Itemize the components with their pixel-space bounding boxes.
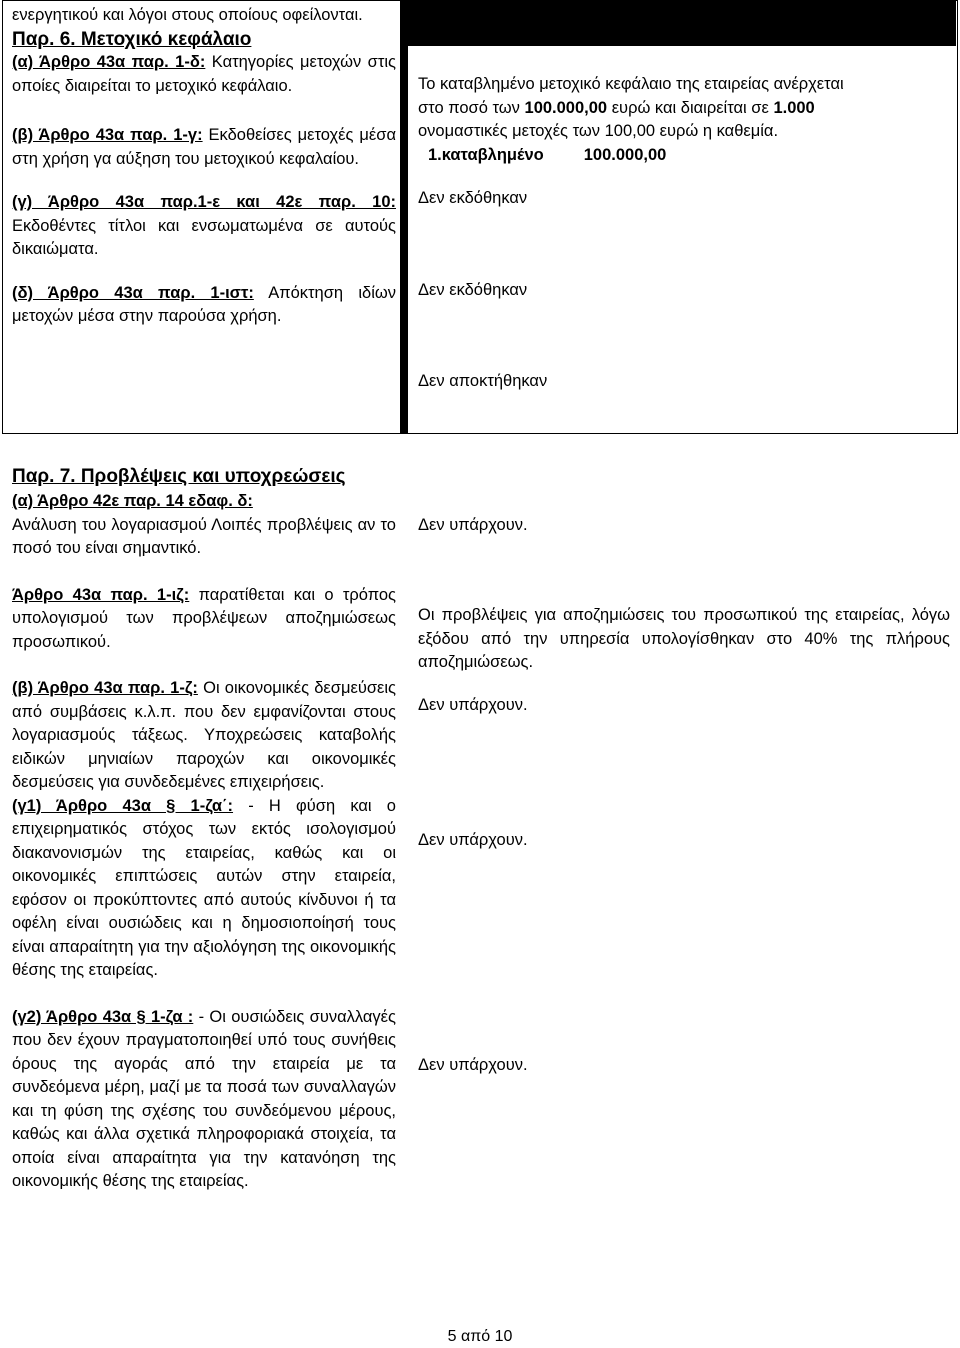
s7-iz: Άρθρο 43α παρ. 1-ιζ: παρατίθεται και ο τρόπος υπολογισμού των προβλέψεων αποζημιώσεως προσωπικού. [12, 585, 396, 651]
page-number: 5 από 10 [447, 1328, 513, 1345]
column-divider [400, 0, 408, 434]
s7-g2: (γ2) Άρθρο 43α § 1-ζα : - Οι ουσιώδεις συναλλαγές που δεν έχουν πραγματοποιηθεί υπό τους συνήθεις όρους της αγοράς από την εταιρεία με τα συνδεόμενα μέρη, μαζί με τα ποσά των συναλλαγών και τη φύση της σχέσης του συνδεόμενου μέρους, καθώς και άλλα σχετικά πληροφοριακά στοιχεία, τα οποία είναι απαραίτητα για την κατανόηση της οικονομικής θέσης της εταιρείας. [12, 1007, 396, 1190]
item-d [12, 282, 396, 329]
item-a-text: Κατηγορίες μετοχών στις οποίες διαιρείται το μετοχικό κεφάλαιο. [12, 53, 396, 95]
capital-line-3: ονομαστικές μετοχές των 100,00 ευρώ η καθεμία. [418, 122, 779, 140]
intro-text: ενεργητικού και λόγοι στους οποίους οφείλονται. [12, 6, 363, 24]
s7-iz-answer: Οι προβλέψεις για αποζημιώσεις του προσωπικού της εταιρείας, λόγω εξόδου από την υπηρεσία υπολογίσθηκαν στο 40% της πλήρους αποζημιώσεως. [418, 606, 950, 671]
capital-amount: 100.000,00 [524, 98, 608, 117]
s7-a-ref: (α) Άρθρο 42ε παρ. 14 εδαφ. δ: [12, 492, 253, 510]
paid-capital-line: 1.καταβλημένο 100.000,00 [428, 145, 667, 164]
item-c-text: Εκδοθέντες τίτλοι και ενσωματωμένα σε αυτούς δικαιώματα. [12, 216, 396, 258]
s7-g1-answer: Δεν υπάρχουν. [418, 831, 528, 849]
capital-line-1: Το καταβλημένο μετοχικό κεφάλαιο της εταιρείας ανέρχεται [418, 75, 844, 93]
column-divider-top [400, 0, 956, 46]
s7-g2-answer: Δεν υπάρχουν. [418, 1056, 528, 1074]
s7-b-answer: Δεν υπάρχουν. [418, 696, 528, 714]
item-a-ref: (α) Άρθρο 43α παρ. 1-δ: [12, 53, 206, 71]
section6-title: Παρ. 6. Μετοχικό κεφάλαιο [12, 28, 252, 50]
s7-a-text: Ανάλυση του λογαριασμού Λοιπές προβλέψεις αν το ποσό του είναι σημαντικό. [12, 515, 396, 557]
top-right-a [418, 73, 950, 167]
capital-line-2: στο ποσό των 100.000,00 ευρώ και διαιρείται σε 1.000 [418, 98, 815, 117]
s7-g1: (γ1) Άρθρο 43α § 1-ζα΄: - Η φύση και ο επιχειρηματικός στόχος των εκτός ισολογισμού διακανονισμών της εταιρείας, καθώς και οι οικονομικές επιπτώσεις αυτών στην εταιρεία, εφόσον οι προκύπτοντες από αυτούς κίνδυνοι ή τα οφέλη είναι ουσιώδεις και η δημοσιοποίησή τους είναι απαραίτητη για την αξιολόγηση της οικονομικής θέσης της εταιρείας. [12, 796, 396, 979]
top-right-c: Δεν εκδόθηκαν [418, 281, 528, 299]
s7-b: (β) Άρθρο 43α παρ. 1-ζ: Οι οικονομικές δεσμεύσεις από συμβάσεις κ.λ.π. που δεν εμφανίζονται στους λογαριασμούς τάξεως. Υποχρεώσεις καταβολής ειδικών μηνιαίων παροχών και οικονομικές δεσμεύσεις για συνδεδεμένες επιχειρήσεις. [12, 679, 396, 791]
section7-title: Παρ. 7. Προβλέψεις και υποχρεώσεις [12, 466, 346, 487]
share-count: 1.000 [773, 98, 815, 117]
top-right-d: Δεν αποκτήθηκαν [418, 372, 548, 390]
s7-a-answer: Δεν υπάρχουν. [418, 516, 528, 534]
item-b-text: Εκδοθείσες μετοχές μέσα στη χρήση γα αύξηση του μετοχικού κεφαλαίου. [12, 126, 397, 168]
item-d-ref: (δ) Άρθρο 43α παρ. 1-ιστ: [12, 283, 254, 302]
section7-left-column [12, 490, 396, 1194]
top-right-b: Δεν εκδόθηκαν [418, 189, 528, 207]
item-a [12, 51, 396, 98]
item-b-ref: (β) Άρθρο 43α παρ. 1-γ: [12, 126, 203, 144]
item-b [12, 124, 396, 171]
item-c [12, 191, 396, 262]
top-left-column [12, 4, 396, 329]
item-d-text: Απόκτηση ιδίων μετοχών μέσα στην παρούσα χρήση. [12, 283, 396, 325]
item-c-ref: (γ) Άρθρο 43α παρ.1-ε και 42ε παρ. 10: [12, 193, 396, 211]
